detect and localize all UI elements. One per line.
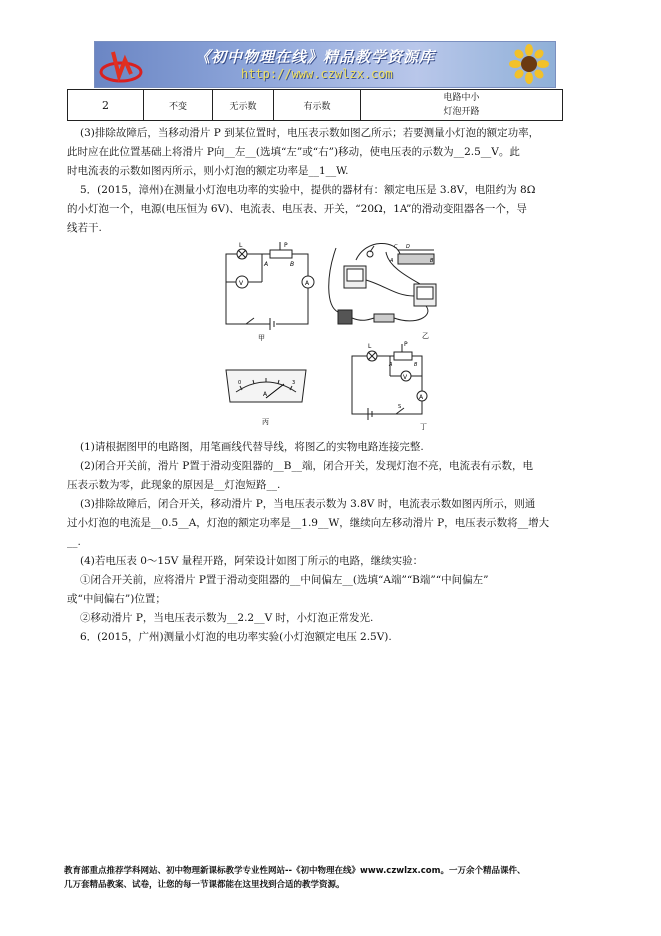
banner-url[interactable]: http://www.czwlzx.com (241, 67, 393, 81)
site-logo-icon (99, 46, 143, 84)
q5-line-1: 5．(2015，漳州)在测量小灯泡电功率的实验中，提供的器材有：额定电压是 3.8V，电阻约为 8Ω (80, 184, 536, 196)
table-cell: 不变 (144, 90, 213, 120)
q5-sub-line-5: 过小灯泡的电流是__0.5__A，灯泡的额定功率是__1.9__W，继续向左移动滑片 P，电压表示数将__增大 (67, 517, 550, 529)
result-table-row (67, 89, 563, 121)
q5-sub-line-9: 或“中间偏右”)位置； (67, 593, 166, 605)
table-cell (361, 90, 562, 120)
svg-text:3: 3 (292, 380, 296, 386)
table-cell: 有示数 (274, 90, 361, 120)
header-banner (94, 41, 556, 88)
svg-text:P: P (284, 242, 288, 249)
svg-text:B: B (414, 362, 418, 368)
figure-jia-circuit-diagram (218, 242, 318, 342)
figure-label-ding: 丁 (420, 423, 427, 431)
svg-text:A: A (264, 261, 269, 268)
q3-line-2: 此时应在此位置基础上将滑片 P向__左__(选填“左”或“右”)移动，使电压表的示数为__2.5__V。此 (67, 146, 520, 158)
svg-text:B: B (290, 261, 295, 268)
svg-text:A: A (389, 362, 393, 368)
svg-text:A: A (263, 391, 268, 398)
svg-text:A: A (390, 258, 394, 264)
q3-line-1: (3)排除故障后，当移动滑片 P 到某位置时，电压表示数如图乙所示；若要测量小灯泡的额定功率， (80, 127, 540, 139)
svg-text:0: 0 (238, 380, 242, 386)
svg-text:D: D (406, 244, 410, 250)
page-footer (64, 864, 624, 892)
q5-sub-line-7: (4)若电压表 0～15V 量程开路，阿荣设计如图丁所示的电路，继续实验： (80, 555, 424, 567)
svg-text:B: B (430, 258, 434, 264)
q5-line-3: 线若干. (67, 222, 102, 234)
q5-sub-line-6: __. (67, 536, 81, 548)
q5-sub-line-3: 压表示数为零，此现象的原因是__灯泡短路__. (67, 479, 281, 491)
q5-sub-line-8: ①闭合开关前，应将滑片 P置于滑动变阻器的__中间偏左__(选填“A端”“B端”“中间偏左” (80, 574, 489, 586)
figure-label-bing: 丙 (262, 418, 269, 426)
svg-text:V: V (239, 280, 244, 287)
svg-text:A: A (419, 394, 424, 401)
table-cell: 2 (68, 90, 144, 120)
svg-text:L: L (239, 242, 243, 249)
q3-line-3: 时电流表的示数如图丙所示，则小灯泡的额定功率是__1__W. (67, 165, 349, 177)
figure-yi-real-circuit (326, 236, 446, 344)
footer-line-2: 几万套精品教案、试卷，让您的每一节课都能在这里找到合适的教学资源。 (64, 880, 345, 890)
banner-title: 《初中物理在线》精品教学资源库 (195, 48, 436, 66)
q5-sub-line-4: (3)排除故障后，闭合开关，移动滑片 P，当电压表示数为 3.8V 时，电流表示数如图丙所示，则通 (80, 498, 536, 510)
table-cell-line: 灯泡开路 (443, 107, 480, 117)
q5-sub-line-10: ②移动滑片 P，当电压表示数为__2.2__V 时，小灯泡正常发光. (80, 612, 374, 624)
svg-text:A: A (305, 280, 310, 287)
q5-line-2: 的小灯泡一个，电源(电压恒为 6V)、电流表、电压表、开关，“20Ω，1A”的滑动变阻器各一个，导 (67, 203, 527, 215)
sunflower-icon (509, 44, 549, 84)
q5-sub-line-1: (1)请根据图甲的电路图，用笔画线代替导线，将图乙的实物电路连接完整. (80, 441, 424, 453)
figure-label-yi: 乙 (422, 332, 429, 340)
figure-ding-circuit-diagram (340, 336, 436, 432)
svg-text:C: C (394, 244, 398, 250)
q6-title: 6．(2015，广州)测量小灯泡的电功率实验(小灯泡额定电压 2.5V). (80, 631, 392, 643)
svg-text:V: V (403, 374, 408, 381)
figure-label-jia: 甲 (258, 334, 265, 342)
svg-text:S: S (398, 404, 402, 410)
figure-bing-ammeter-dial (222, 362, 310, 432)
table-cell: 无示数 (213, 90, 274, 120)
table-cell-line: 电路中小 (443, 93, 480, 103)
svg-text:L: L (368, 343, 372, 350)
footer-line-1: 教育部重点推荐学科网站、初中物理新课标教学专业性网站--《初中物理在线》www.czwlzx.com。一万余个精品课件、 (64, 866, 526, 876)
svg-text:P: P (404, 341, 408, 348)
q5-sub-line-2: (2)闭合开关前，滑片 P置于滑动变阻器的__B__端，闭合开关，发现灯泡不亮，电流表有示数，电 (80, 460, 533, 472)
